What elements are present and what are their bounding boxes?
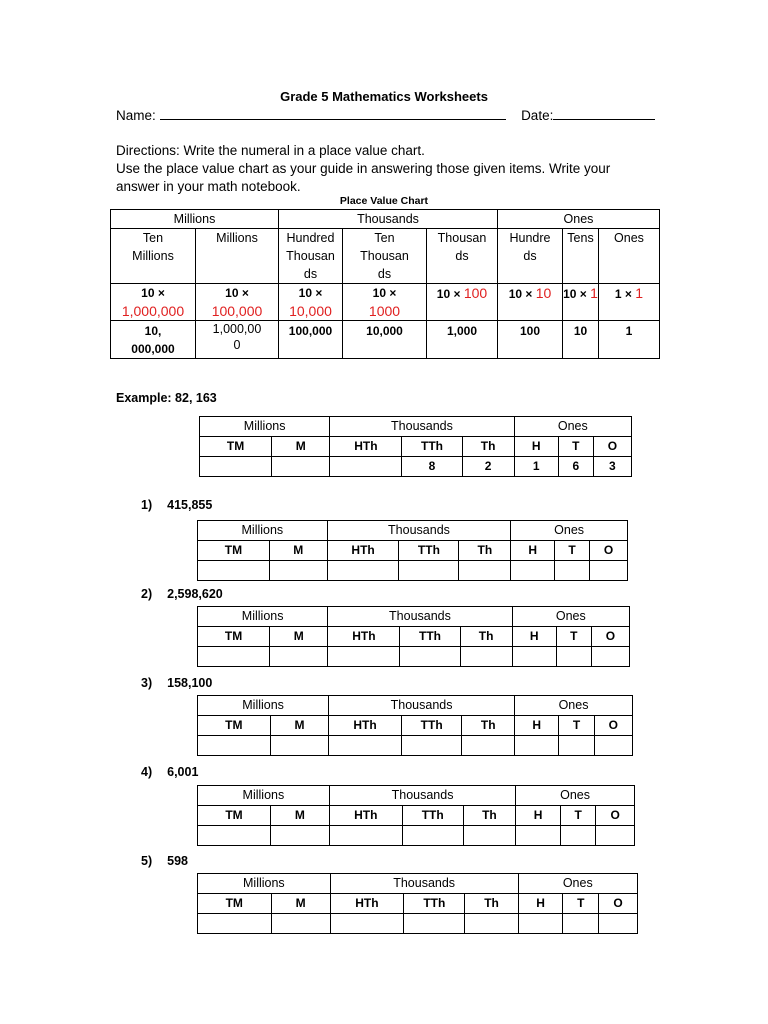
place-header-cell: O <box>591 627 629 647</box>
place-header-cell: TTh <box>404 894 465 914</box>
product-value: 100 <box>463 285 488 301</box>
group-cell: Thousands <box>330 874 518 894</box>
question-value: 158,100 <box>167 676 213 690</box>
answer-cell[interactable] <box>198 914 272 934</box>
group-cell: Ones <box>514 417 631 437</box>
answer-cell[interactable] <box>462 736 515 756</box>
product-cell <box>196 284 279 321</box>
value-text: 0 <box>233 338 241 352</box>
header-cell <box>196 229 279 284</box>
header-text: Hundred <box>286 231 335 245</box>
place-header-cell: HTh <box>327 541 399 561</box>
example-digit-cell <box>200 457 272 477</box>
question-number: 1) <box>141 498 153 512</box>
place-value-chart <box>110 209 660 359</box>
example-digit-cell: 3 <box>593 457 631 477</box>
answer-cell[interactable] <box>270 647 328 667</box>
answer-cell[interactable] <box>402 826 463 846</box>
answer-cell[interactable] <box>330 914 404 934</box>
place-header-cell: TTh <box>400 627 460 647</box>
value-text: 10 <box>573 324 588 338</box>
place-header-cell: M <box>271 806 330 826</box>
answer-cell[interactable] <box>590 561 628 581</box>
header-cell <box>279 229 343 284</box>
place-header-cell: H <box>514 716 558 736</box>
date-blank[interactable] <box>553 107 655 120</box>
example-digit-cell: 6 <box>558 457 593 477</box>
question-label <box>141 498 212 512</box>
place-header-cell: HTh <box>329 716 402 736</box>
place-header-cell: M <box>269 541 327 561</box>
value-text: 10, <box>144 324 162 338</box>
answer-cell[interactable] <box>594 736 632 756</box>
answer-cell[interactable] <box>198 561 270 581</box>
product-cell <box>563 284 599 321</box>
place-header-cell: T <box>563 894 599 914</box>
header-text: Thousan <box>437 231 487 245</box>
answer-cell[interactable] <box>269 561 327 581</box>
header-text: ds <box>303 267 318 281</box>
answer-cell[interactable] <box>198 647 270 667</box>
group-cell: Thousands <box>330 417 514 437</box>
place-header-cell: T <box>555 541 590 561</box>
directions-line-2: Use the place value chart as your guide in answering those given items. Write your <box>116 161 611 176</box>
question-number: 4) <box>141 765 153 779</box>
value-cell <box>279 321 343 359</box>
header-text: ds <box>455 249 469 263</box>
answer-cell[interactable] <box>328 647 400 667</box>
header-text: ds <box>523 249 537 263</box>
answer-cell[interactable] <box>512 647 556 667</box>
value-cell <box>498 321 563 359</box>
answer-cell[interactable] <box>329 736 402 756</box>
product-value: 1 <box>590 285 598 301</box>
place-header-cell: Th <box>465 894 518 914</box>
value-text: 100 <box>519 324 541 338</box>
value-text: 1,000 <box>446 324 478 338</box>
place-header-cell: M <box>272 437 330 457</box>
place-header-cell: Th <box>462 437 514 457</box>
header-cell <box>563 229 599 284</box>
example-place-value-table <box>199 416 632 477</box>
place-header-cell: Th <box>463 806 516 826</box>
answer-cell[interactable] <box>271 914 330 934</box>
value-cell <box>111 321 196 359</box>
group-cell: Ones <box>518 874 637 894</box>
header-text: Thousan <box>286 249 335 263</box>
answer-cell[interactable] <box>514 736 558 756</box>
group-cell: Millions <box>198 786 330 806</box>
example-label: Example: 82, 163 <box>116 391 217 405</box>
group-cell: Millions <box>198 607 328 627</box>
place-header-cell: TM <box>198 541 270 561</box>
value-cell <box>427 321 498 359</box>
place-header-cell: TM <box>198 894 272 914</box>
place-header-cell: HTh <box>329 806 402 826</box>
answer-cell[interactable] <box>271 826 330 846</box>
group-cell: Thousands <box>329 696 515 716</box>
place-header-cell: T <box>559 716 594 736</box>
header-text: Millions <box>132 249 174 263</box>
product-cell <box>343 284 427 321</box>
value-cell <box>563 321 599 359</box>
answer-cell[interactable] <box>560 826 596 846</box>
value-cell <box>599 321 660 359</box>
answer-cell[interactable] <box>327 561 399 581</box>
question-value: 2,598,620 <box>167 587 223 601</box>
question-label <box>141 676 212 690</box>
group-cell: Millions <box>200 417 330 437</box>
value-cell <box>343 321 427 359</box>
place-header-cell: TTh <box>402 437 462 457</box>
answer-place-value-table <box>197 873 638 934</box>
group-millions: Millions <box>111 210 279 229</box>
group-cell: Millions <box>198 696 329 716</box>
place-header-cell: M <box>270 627 328 647</box>
header-text: Thousan <box>360 249 409 263</box>
answer-cell[interactable] <box>591 647 629 667</box>
product-value: 10,000 <box>289 303 332 319</box>
name-label: Name: <box>116 108 156 123</box>
group-cell: Millions <box>198 874 331 894</box>
group-cell: Ones <box>516 786 635 806</box>
place-header-cell: TM <box>200 437 272 457</box>
header-text: ds <box>377 267 392 281</box>
directions-line-1: Directions: Write the numeral in a place value chart. <box>116 143 425 158</box>
header-text: Hundre <box>509 231 551 245</box>
answer-cell[interactable] <box>460 647 512 667</box>
group-cell: Ones <box>514 696 632 716</box>
place-header-cell: O <box>596 806 635 826</box>
product-cell <box>279 284 343 321</box>
example-digit-cell: 8 <box>402 457 462 477</box>
question-number: 5) <box>141 854 153 868</box>
product-prefix: 10 × <box>298 286 323 300</box>
place-header-cell: Th <box>460 627 512 647</box>
product-prefix: 10 × <box>225 286 249 300</box>
header-cell <box>343 229 427 284</box>
group-cell: Millions <box>198 521 328 541</box>
product-prefix: 1 × <box>614 287 632 301</box>
place-header-cell: T <box>558 437 593 457</box>
group-cell: Thousands <box>329 786 515 806</box>
value-text: 100,000 <box>288 324 333 338</box>
example-digit-cell: 2 <box>462 457 514 477</box>
product-prefix: 10 × <box>141 286 165 300</box>
header-text: Ten <box>374 231 395 245</box>
value-text: 1,000,00 <box>212 322 262 336</box>
question-label <box>141 765 198 779</box>
product-value: 1 <box>635 285 644 301</box>
value-text: 1 <box>625 324 633 338</box>
answer-cell[interactable] <box>596 826 635 846</box>
place-header-cell: TM <box>198 627 270 647</box>
group-cell: Thousands <box>328 607 512 627</box>
answer-cell[interactable] <box>329 826 402 846</box>
answer-cell[interactable] <box>511 561 555 581</box>
place-header-cell: T <box>556 627 591 647</box>
product-prefix: 10 × <box>563 287 587 301</box>
header-text: Ten <box>142 231 164 245</box>
place-header-cell: T <box>560 806 596 826</box>
answer-cell[interactable] <box>401 736 462 756</box>
answer-place-value-table <box>197 695 633 756</box>
place-header-cell: H <box>514 437 558 457</box>
value-text: 000,000 <box>131 342 175 356</box>
product-cell <box>427 284 498 321</box>
place-header-cell: O <box>594 716 632 736</box>
question-label <box>141 587 223 601</box>
product-cell <box>498 284 563 321</box>
question-label <box>141 854 188 868</box>
place-header-cell: HTh <box>330 894 404 914</box>
group-thousands: Thousands <box>279 210 498 229</box>
answer-cell[interactable] <box>198 826 271 846</box>
place-header-cell: HTh <box>330 437 402 457</box>
place-header-cell: H <box>511 541 555 561</box>
answer-cell[interactable] <box>399 561 459 581</box>
place-header-cell: O <box>593 437 631 457</box>
question-number: 3) <box>141 676 153 690</box>
question-number: 2) <box>141 587 153 601</box>
answer-cell[interactable] <box>198 736 271 756</box>
answer-cell[interactable] <box>599 914 638 934</box>
answer-cell[interactable] <box>555 561 590 581</box>
place-header-cell: Th <box>459 541 511 561</box>
product-value: 1,000,000 <box>121 303 185 319</box>
place-header-cell: H <box>512 627 556 647</box>
product-value: 100,000 <box>211 303 263 319</box>
header-text: Tens <box>567 231 594 245</box>
product-prefix: 10 × <box>372 286 397 300</box>
place-header-cell: TM <box>198 716 271 736</box>
place-header-cell: M <box>271 894 330 914</box>
answer-cell[interactable] <box>404 914 465 934</box>
page-title: Grade 5 Mathematics Worksheets <box>280 89 488 104</box>
group-cell: Ones <box>512 607 629 627</box>
place-header-cell: O <box>590 541 628 561</box>
answer-place-value-table <box>197 606 630 667</box>
answer-cell[interactable] <box>518 914 563 934</box>
header-text: Ones <box>614 231 644 245</box>
header-text: Millions <box>216 231 258 245</box>
answer-cell[interactable] <box>270 736 329 756</box>
example-digit-cell <box>272 457 330 477</box>
group-cell: Ones <box>511 521 628 541</box>
question-value: 415,855 <box>167 498 213 512</box>
answer-place-value-table <box>197 785 635 846</box>
question-value: 6,001 <box>167 765 199 779</box>
place-header-cell: M <box>270 716 329 736</box>
place-header-cell: H <box>516 806 561 826</box>
chart-title: Place Value Chart <box>339 195 429 207</box>
answer-place-value-table <box>197 520 628 581</box>
product-value: 1000 <box>368 303 401 319</box>
header-cell <box>599 229 660 284</box>
header-cell <box>111 229 196 284</box>
question-value: 598 <box>167 854 188 868</box>
place-header-cell: HTh <box>328 627 400 647</box>
answer-cell[interactable] <box>559 736 594 756</box>
product-prefix: 10 × <box>436 287 461 301</box>
product-prefix: 10 × <box>508 287 533 301</box>
value-text: 10,000 <box>366 324 403 338</box>
directions-line-3: answer in your math notebook. <box>116 179 301 194</box>
group-cell: Thousands <box>327 521 511 541</box>
answer-cell[interactable] <box>556 647 591 667</box>
date-label: Date: <box>521 108 554 123</box>
name-blank[interactable] <box>160 107 506 120</box>
value-cell <box>196 321 279 359</box>
product-value: 10 <box>535 285 552 301</box>
answer-cell[interactable] <box>463 826 516 846</box>
product-cell <box>111 284 196 321</box>
answer-cell[interactable] <box>563 914 599 934</box>
product-cell <box>599 284 660 321</box>
place-header-cell: TTh <box>401 716 462 736</box>
answer-cell[interactable] <box>516 826 561 846</box>
group-ones: Ones <box>498 210 660 229</box>
place-header-cell: TM <box>198 806 271 826</box>
answer-cell[interactable] <box>465 914 518 934</box>
example-digit-cell: 1 <box>514 457 558 477</box>
place-header-cell: TTh <box>402 806 463 826</box>
place-header-cell: Th <box>462 716 515 736</box>
answer-cell[interactable] <box>400 647 460 667</box>
place-header-cell: O <box>599 894 638 914</box>
header-cell <box>498 229 563 284</box>
header-cell <box>427 229 498 284</box>
answer-cell[interactable] <box>459 561 511 581</box>
place-header-cell: TTh <box>399 541 459 561</box>
example-digit-cell <box>330 457 402 477</box>
name-date-line <box>116 107 655 123</box>
place-header-cell: H <box>518 894 563 914</box>
